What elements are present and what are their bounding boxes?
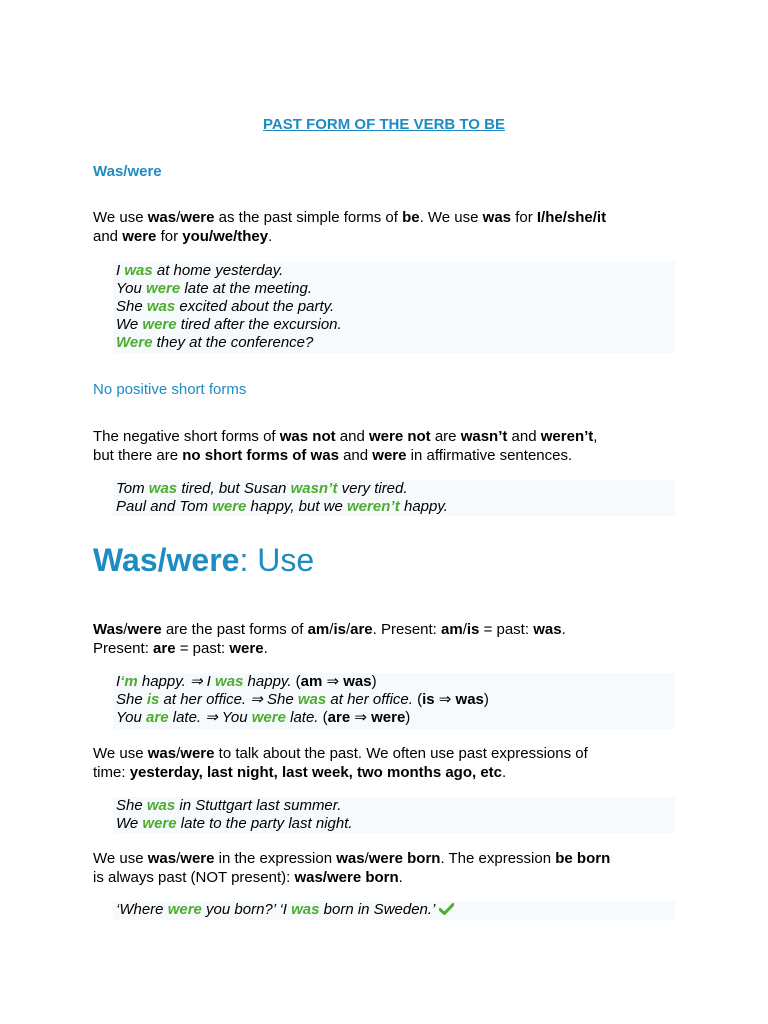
example-box-5 [113,901,675,920]
paragraph-line: We use was/were as the past simple forms of be. We use was for I/he/she/it [93,209,607,226]
paragraph-past-forms [93,620,683,658]
example-line: You were late at the meeting. [116,280,312,297]
paragraph-line: but there are no short forms of was and were in affirmative sentences. [93,447,573,464]
example-box-4 [113,797,675,833]
example-line: We were late to the party last night. [116,815,353,832]
paragraph-line: is always past (NOT present): was/were born. [93,869,403,886]
paragraph-line: time: yesterday, last night, last week, two months ago, etc. [93,764,507,781]
example-line: She was in Stuttgart last summer. [116,797,342,814]
paragraph-line: Present: are = past: were. [93,640,268,657]
example-line: Tom was tired, but Susan wasn’t very tired. [116,480,408,497]
example-line: We were tired after the excursion. [116,316,342,333]
paragraph-negative-short-forms [93,427,683,465]
section-heading-use: Was/were: Use [93,542,315,578]
example-line: You are late. ⇒ You were late. (are ⇒ were) [116,709,411,726]
paragraph-was-were-born [93,849,683,887]
example-line: She was excited about the party. [116,298,335,315]
paragraph-line: Was/were are the past forms of am/is/are. Present: am/is = past: was. [93,621,566,638]
paragraph-line: The negative short forms of was not and were not are wasn’t and weren’t, [93,428,598,445]
example-box-2 [113,480,675,516]
paragraph-past-simple-forms [93,208,683,246]
example-line: I‘m happy. ⇒ I was happy. (am ⇒ was) [116,673,377,690]
subheading-was-were: Was/were [93,163,162,180]
paragraph-talk-about-past [93,744,683,782]
paragraph-line: We use was/were in the expression was/were born. The expression be born [93,850,611,867]
example-line: She is at her office. ⇒ She was at her office. (is ⇒ was) [116,691,489,708]
example-line: I was at home yesterday. [116,262,284,279]
check-icon [439,903,454,915]
example-line: Paul and Tom were happy, but we weren’t happy. [116,498,448,515]
subheading-no-positive-short-forms: No positive short forms [93,381,247,398]
example-box-3 [113,673,675,729]
paragraph-line: We use was/were to talk about the past. We often use past expressions of [93,745,588,762]
example-line: ‘Where were you born?’ ‘I was born in Sweden.’ [113,901,675,919]
example-box-1 [113,262,675,353]
page-title: PAST FORM OF THE VERB TO BE [263,116,505,133]
paragraph-line: and were for you/we/they. [93,228,273,245]
example-line: Were they at the conference? [116,334,314,351]
